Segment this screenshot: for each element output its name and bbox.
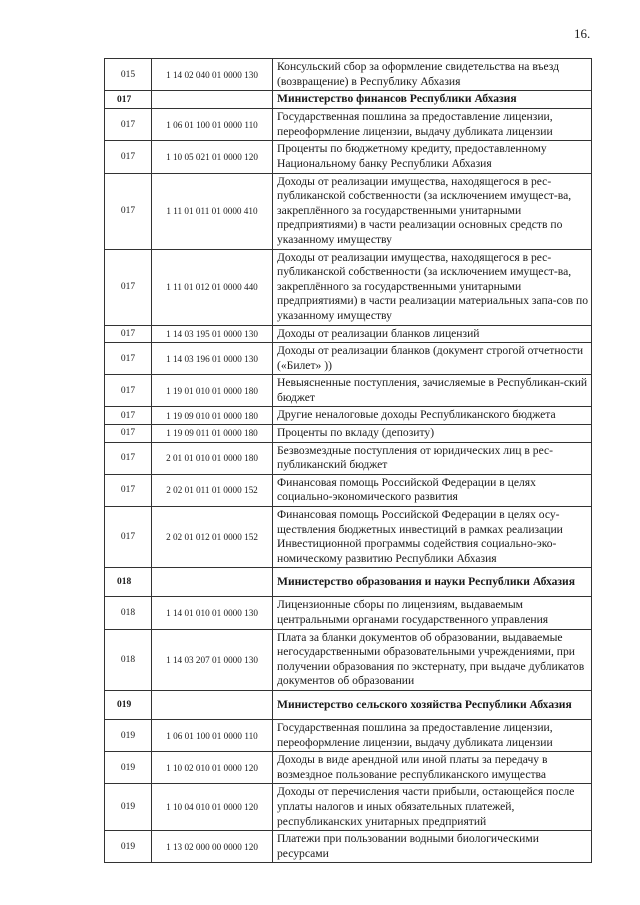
admin-code-cell: 017 [105,507,152,568]
admin-code-cell: 017 [105,325,152,343]
table-row [105,507,592,568]
revenue-code-cell: 1 14 01 010 01 0000 130 [152,597,273,629]
table-row [105,59,592,91]
admin-code-cell: 017 [105,249,152,325]
table-row [105,249,592,325]
admin-code-cell: 015 [105,59,152,91]
admin-code-cell: 017 [105,91,152,109]
revenue-code-cell: 1 06 01 100 01 0000 110 [152,109,273,141]
table-row [105,109,592,141]
description-cell: Финансовая помощь Российской Федерации в целях осу-ществления бюджетных инвестиций в рамках реализации Инвестиционной программы содействия социально-эко-номическому развитию Республики Абхазия [273,507,592,568]
revenue-code-cell: 1 11 01 011 01 0000 410 [152,173,273,249]
revenue-code-cell: 1 10 05 021 01 0000 120 [152,141,273,173]
table-row [105,407,592,425]
page-number: 16. [574,26,591,41]
table-row [105,719,592,751]
section-header-row [105,690,592,719]
admin-code-cell: 017 [105,474,152,506]
admin-code-cell: 019 [105,719,152,751]
admin-code-cell: 018 [105,629,152,690]
revenue-code-cell: 2 02 01 011 01 0000 152 [152,474,273,506]
admin-code-cell: 017 [105,407,152,425]
description-cell: Доходы от реализации имущества, находящегося в рес-публиканской собственности (за исключением имущест-ва, закреплённого за государственными унитарными предприятиями) в части реализации основных средств по указанному имуществу [273,173,592,249]
table-row [105,442,592,474]
revenue-code-cell [152,690,273,719]
description-cell: Другие неналоговые доходы Республиканского бюджета [273,407,592,425]
description-cell: Министерство образования и науки Республики Абхазия [273,568,592,597]
description-cell: Проценты по вкладу (депозиту) [273,425,592,443]
description-cell: Платежи при пользовании водными биологическими ресурсами [273,831,592,863]
admin-code-cell: 017 [105,442,152,474]
description-cell: Доходы от реализации имущества, находящегося в рес-публиканской собственности (за исключением имущест-ва, закреплённого за государственными унитарными предприятиями) в части реализации материальных запа-сов по указанному имуществу [273,249,592,325]
revenue-code-cell: 2 02 01 012 01 0000 152 [152,507,273,568]
admin-code-cell: 019 [105,784,152,831]
table-row [105,474,592,506]
table-row [105,325,592,343]
admin-code-cell: 018 [105,568,152,597]
revenue-code-cell: 1 14 03 196 01 0000 130 [152,343,273,375]
table-row [105,784,592,831]
table-row [105,629,592,690]
admin-code-cell: 017 [105,375,152,407]
table-row [105,831,592,863]
description-cell: Плата за бланки документов об образовании, выдаваемые негосударственными образовательными учреждениями, при получении образования по экстернату, при выдаче дубликатов документов об образовании [273,629,592,690]
admin-code-cell: 017 [105,425,152,443]
table-row [105,375,592,407]
table-body [105,59,592,863]
description-cell: Консульский сбор за оформление свидетельства на въезд (возвращение) в Республику Абхазия [273,59,592,91]
revenue-code-cell [152,568,273,597]
revenue-codes-table [104,58,592,863]
description-cell: Министерство финансов Республики Абхазия [273,91,592,109]
revenue-code-cell: 1 11 01 012 01 0000 440 [152,249,273,325]
admin-code-cell: 017 [105,173,152,249]
admin-code-cell: 019 [105,690,152,719]
admin-code-cell: 018 [105,597,152,629]
revenue-code-cell: 1 19 09 010 01 0000 180 [152,407,273,425]
description-cell: Государственная пошлина за предоставление лицензии, переоформление лицензии, выдачу дубликата лицензии [273,109,592,141]
revenue-code-cell: 1 10 02 010 01 0000 120 [152,752,273,784]
table-row [105,425,592,443]
revenue-code-cell: 1 10 04 010 01 0000 120 [152,784,273,831]
description-cell: Проценты по бюджетному кредиту, предоставленному Национальному банку Республики Абхазия [273,141,592,173]
revenue-code-cell: 1 19 01 010 01 0000 180 [152,375,273,407]
admin-code-cell: 019 [105,752,152,784]
admin-code-cell: 017 [105,141,152,173]
description-cell: Лицензионные сборы по лицензиям, выдаваемым центральными органами государственного управления [273,597,592,629]
revenue-code-cell [152,91,273,109]
admin-code-cell: 017 [105,109,152,141]
description-cell: Безвозмездные поступления от юридических лиц в рес-публиканский бюджет [273,442,592,474]
section-header-row [105,91,592,109]
revenue-code-cell: 1 14 03 195 01 0000 130 [152,325,273,343]
admin-code-cell: 017 [105,343,152,375]
description-cell: Доходы от реализации бланков (документ строгой отчетности («Билет» )) [273,343,592,375]
revenue-code-cell: 1 06 01 100 01 0000 110 [152,719,273,751]
description-cell: Доходы в виде арендной или иной платы за передачу в возмездное пользование республиканского имущества [273,752,592,784]
table-row [105,752,592,784]
description-cell: Министерство сельского хозяйства Республики Абхазия [273,690,592,719]
table-row [105,141,592,173]
description-cell: Доходы от перечисления части прибыли, остающейся после уплаты налогов и иных обязательных платежей, республиканских унитарных предприятий [273,784,592,831]
table-row [105,597,592,629]
revenue-code-cell: 2 01 01 010 01 0000 180 [152,442,273,474]
section-header-row [105,568,592,597]
description-cell: Доходы от реализации бланков лицензий [273,325,592,343]
revenue-code-cell: 1 14 03 207 01 0000 130 [152,629,273,690]
table-row [105,173,592,249]
revenue-code-cell: 1 14 02 040 01 0000 130 [152,59,273,91]
table-row [105,343,592,375]
description-cell: Финансовая помощь Российской Федерации в целях социально-экономического развития [273,474,592,506]
admin-code-cell: 019 [105,831,152,863]
description-cell: Государственная пошлина за предоставление лицензии, переоформление лицензии, выдачу дубликата лицензии [273,719,592,751]
revenue-code-cell: 1 19 09 011 01 0000 180 [152,425,273,443]
description-cell: Невыясненные поступления, зачисляемые в Республикан-ский бюджет [273,375,592,407]
revenue-code-cell: 1 13 02 000 00 0000 120 [152,831,273,863]
